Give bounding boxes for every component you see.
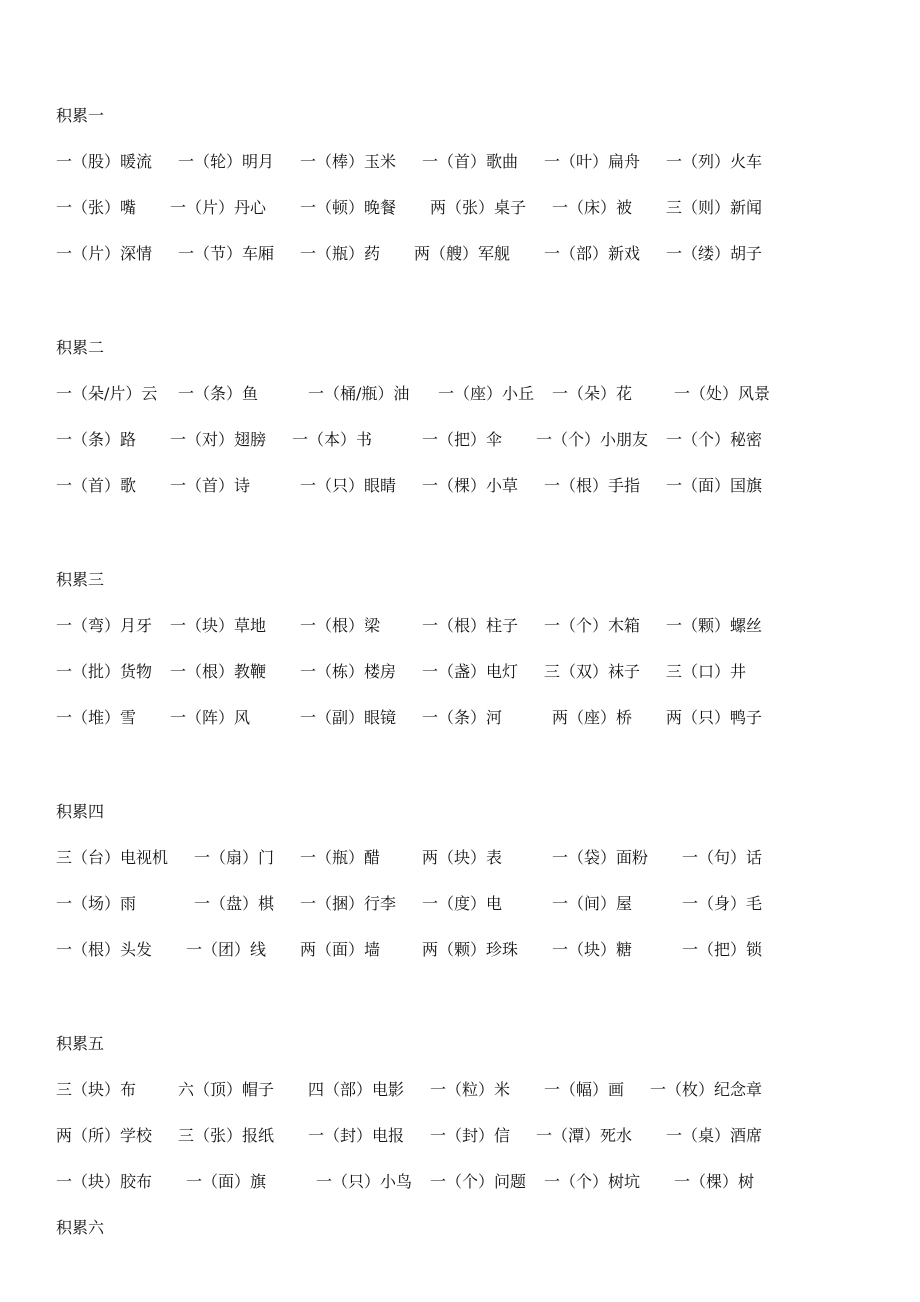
measure-word-phrase: 一（封）信 — [430, 1126, 511, 1145]
measure-word-phrase: 一（阵）风 — [170, 708, 251, 727]
measure-word-phrase: 一（轮）明月 — [178, 152, 275, 171]
measure-word-phrase: 一（个）树坑 — [544, 1172, 641, 1191]
measure-word-phrase: 一（根）头发 — [56, 940, 153, 959]
measure-word-phrase: 一（瓶）药 — [300, 244, 381, 263]
measure-word-phrase: 一（盏）电灯 — [422, 662, 519, 681]
measure-word-phrase: 一（节）车厢 — [178, 244, 275, 263]
measure-word-phrase: 一（句）话 — [682, 848, 763, 867]
measure-word-phrase: 一（棵）小草 — [422, 476, 519, 495]
measure-word-phrase: 一（根）手指 — [544, 476, 641, 495]
measure-word-phrase: 一（个）木箱 — [544, 616, 641, 635]
measure-word-phrase: 两（艘）军舰 — [414, 244, 511, 263]
measure-word-phrase: 一（列）火车 — [666, 152, 763, 171]
measure-word-phrase: 一（面）国旗 — [666, 476, 763, 495]
measure-word-phrase: 一（瓶）醋 — [300, 848, 381, 867]
measure-word-phrase: 一（块）糖 — [552, 940, 633, 959]
measure-word-phrase: 一（叶）扁舟 — [544, 152, 641, 171]
measure-word-phrase: 一（片）丹心 — [170, 198, 267, 217]
measure-word-phrase: 一（批）货物 — [56, 662, 153, 681]
measure-word-phrase: 一（副）眼镜 — [300, 708, 397, 727]
measure-word-phrase: 一（团）线 — [186, 940, 267, 959]
measure-word-phrase: 三（口）井 — [666, 662, 747, 681]
measure-word-phrase: 四（部）电影 — [308, 1080, 405, 1099]
measure-word-phrase: 一（个）小朋友 — [536, 430, 649, 449]
section-title: 积累三 — [56, 570, 105, 589]
measure-word-phrase: 一（座）小丘 — [438, 384, 535, 403]
measure-word-phrase: 一（颗）螺丝 — [666, 616, 763, 635]
measure-word-phrase: 一（把）锁 — [682, 940, 763, 959]
section-title: 积累五 — [56, 1034, 105, 1053]
measure-word-phrase: 三（则）新闻 — [666, 198, 763, 217]
measure-word-phrase: 一（本）书 — [292, 430, 373, 449]
measure-word-phrase: 一（把）伞 — [422, 430, 503, 449]
measure-word-phrase: 一（度）电 — [422, 894, 503, 913]
measure-word-phrase: 一（面）旗 — [186, 1172, 267, 1191]
section-title: 积累二 — [56, 338, 105, 357]
measure-word-phrase: 一（只）小鸟 — [316, 1172, 413, 1191]
measure-word-phrase: 一（幅）画 — [544, 1080, 625, 1099]
measure-word-phrase: 一（处）风景 — [674, 384, 771, 403]
measure-word-phrase: 一（片）深情 — [56, 244, 153, 263]
measure-word-phrase: 一（缕）胡子 — [666, 244, 763, 263]
measure-word-phrase: 一（身）毛 — [682, 894, 763, 913]
measure-word-phrase: 一（朵/片）云 — [56, 384, 158, 403]
measure-word-phrase: 两（所）学校 — [56, 1126, 153, 1145]
measure-word-phrase: 三（张）报纸 — [178, 1126, 275, 1145]
measure-word-phrase: 一（枚）纪念章 — [650, 1080, 763, 1099]
section-title: 积累六 — [56, 1218, 105, 1237]
measure-word-phrase: 一（只）眼睛 — [300, 476, 397, 495]
measure-word-phrase: 两（面）墙 — [300, 940, 381, 959]
section-title: 积累一 — [56, 106, 105, 125]
measure-word-phrase: 一（间）屋 — [552, 894, 633, 913]
measure-word-phrase: 一（棵）树 — [674, 1172, 755, 1191]
measure-word-phrase: 一（张）嘴 — [56, 198, 137, 217]
measure-word-phrase: 六（顶）帽子 — [178, 1080, 275, 1099]
measure-word-phrase: 一（根）梁 — [300, 616, 381, 635]
measure-word-phrase: 一（条）路 — [56, 430, 137, 449]
measure-word-phrase: 一（首）诗 — [170, 476, 251, 495]
measure-word-phrase: 一（股）暖流 — [56, 152, 153, 171]
measure-word-phrase: 三（双）袜子 — [544, 662, 641, 681]
measure-word-phrase: 一（桶/瓶）油 — [308, 384, 410, 403]
measure-word-phrase: 一（对）翅膀 — [170, 430, 267, 449]
measure-word-phrase: 一（顿）晚餐 — [300, 198, 397, 217]
measure-word-phrase: 一（个）秘密 — [666, 430, 763, 449]
measure-word-phrase: 一（条）河 — [422, 708, 503, 727]
measure-word-phrase: 一（根）教鞭 — [170, 662, 267, 681]
measure-word-phrase: 一（朵）花 — [552, 384, 633, 403]
measure-word-phrase: 两（只）鸭子 — [666, 708, 763, 727]
measure-word-phrase: 一（堆）雪 — [56, 708, 137, 727]
measure-word-phrase: 一（扇）门 — [194, 848, 275, 867]
measure-word-phrase: 一（封）电报 — [308, 1126, 405, 1145]
measure-word-phrase: 一（首）歌曲 — [422, 152, 519, 171]
measure-word-phrase: 一（床）被 — [552, 198, 633, 217]
measure-word-phrase: 一（个）问题 — [430, 1172, 527, 1191]
measure-word-phrase: 一（桌）酒席 — [666, 1126, 763, 1145]
measure-word-phrase: 一（盘）棋 — [194, 894, 275, 913]
measure-word-phrase: 一（袋）面粉 — [552, 848, 649, 867]
measure-word-phrase: 一（条）鱼 — [178, 384, 259, 403]
measure-word-phrase: 一（棒）玉米 — [300, 152, 397, 171]
measure-word-phrase: 三（块）布 — [56, 1080, 137, 1099]
measure-word-phrase: 两（张）桌子 — [430, 198, 527, 217]
measure-word-phrase: 两（块）表 — [422, 848, 503, 867]
measure-word-phrase: 一（粒）米 — [430, 1080, 511, 1099]
measure-word-phrase: 一（块）草地 — [170, 616, 267, 635]
measure-word-phrase: 一（首）歌 — [56, 476, 137, 495]
measure-word-phrase: 一（栋）楼房 — [300, 662, 397, 681]
measure-word-phrase: 一（块）胶布 — [56, 1172, 153, 1191]
measure-word-phrase: 一（潭）死水 — [536, 1126, 633, 1145]
measure-word-phrase: 一（根）柱子 — [422, 616, 519, 635]
measure-word-phrase: 三（台）电视机 — [56, 848, 169, 867]
measure-word-phrase: 两（颗）珍珠 — [422, 940, 519, 959]
measure-word-phrase: 两（座）桥 — [552, 708, 633, 727]
measure-word-phrase: 一（场）雨 — [56, 894, 137, 913]
section-title: 积累四 — [56, 802, 105, 821]
measure-word-phrase: 一（捆）行李 — [300, 894, 397, 913]
measure-word-phrase: 一（弯）月牙 — [56, 616, 153, 635]
measure-word-phrase: 一（部）新戏 — [544, 244, 641, 263]
